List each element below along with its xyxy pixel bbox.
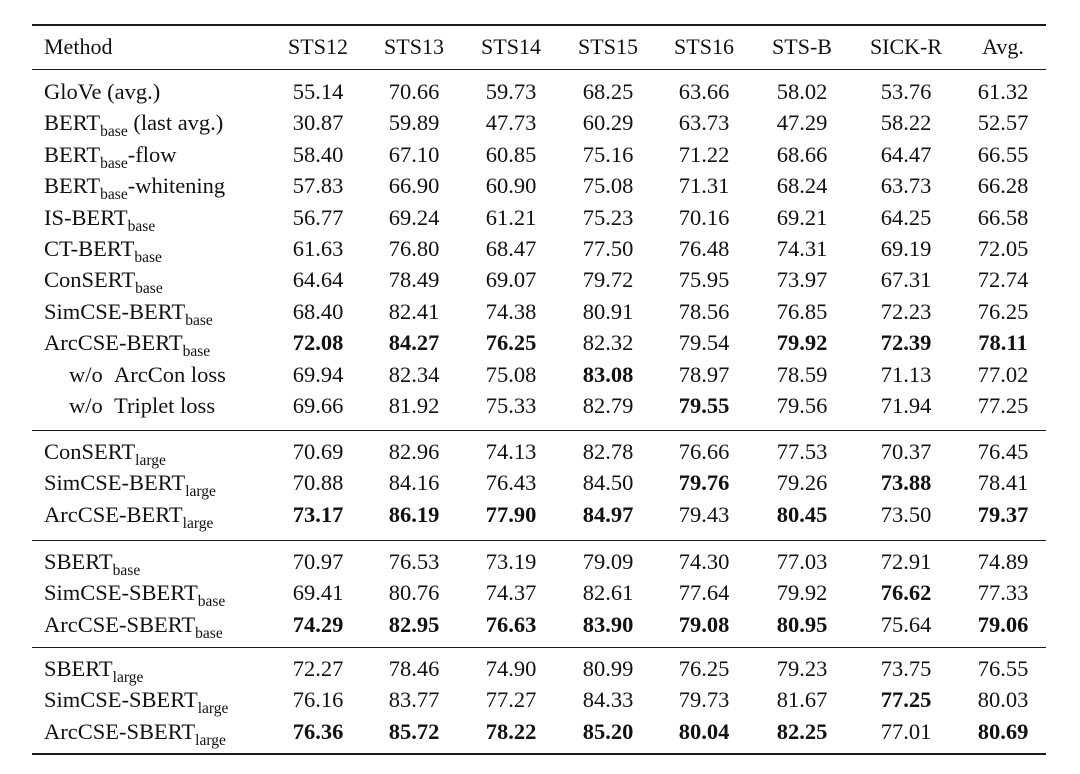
score-cell: 63.73 bbox=[678, 110, 730, 136]
method-name-suffix: -whitening bbox=[127, 173, 226, 199]
table-row bbox=[0, 610, 1080, 640]
score-cell: 66.90 bbox=[388, 173, 440, 199]
score-cell: 55.14 bbox=[292, 79, 344, 104]
score-cell: 76.55 bbox=[977, 656, 1029, 681]
score-cell: 70.37 bbox=[880, 439, 932, 464]
method-name bbox=[44, 547, 140, 577]
score-cell: 82.96 bbox=[388, 439, 440, 464]
score-cell: 76.36 bbox=[292, 718, 344, 744]
score-cell: 75.33 bbox=[485, 393, 537, 418]
header-sick-r: SICK-R bbox=[869, 34, 943, 59]
score-cell: 58.22 bbox=[880, 110, 932, 136]
score-cell: 58.40 bbox=[292, 141, 344, 167]
method-name bbox=[44, 610, 223, 640]
score-cell: 57.83 bbox=[292, 173, 344, 199]
table-row bbox=[0, 140, 1080, 170]
score-cell: 80.04 bbox=[678, 718, 730, 744]
method-name-text: ConSERT bbox=[44, 439, 136, 464]
score-cell: 63.73 bbox=[880, 173, 932, 199]
score-cell: 77.50 bbox=[582, 236, 634, 261]
table-rule bbox=[32, 753, 1046, 755]
table-rule bbox=[32, 24, 1046, 26]
score-cell: 84.16 bbox=[388, 470, 440, 496]
method-name bbox=[44, 360, 226, 390]
score-cell: 79.26 bbox=[776, 470, 828, 496]
score-cell: 76.25 bbox=[678, 656, 730, 681]
method-name-subscript: large bbox=[182, 514, 214, 532]
score-cell: 79.56 bbox=[776, 393, 828, 418]
score-cell: 79.92 bbox=[776, 330, 828, 356]
score-cell: 78.56 bbox=[678, 298, 730, 324]
score-cell: 75.95 bbox=[678, 267, 730, 293]
score-cell: 74.89 bbox=[977, 549, 1029, 574]
score-cell: 73.50 bbox=[880, 501, 932, 527]
score-cell: 72.39 bbox=[880, 330, 932, 356]
method-name bbox=[44, 265, 163, 298]
score-cell: 68.40 bbox=[292, 298, 344, 324]
score-cell: 82.41 bbox=[388, 298, 440, 324]
table-row bbox=[0, 234, 1080, 264]
score-cell: 80.45 bbox=[776, 501, 828, 527]
header-avg: Avg. bbox=[982, 34, 1024, 59]
method-name-text: w/o Triplet loss bbox=[69, 393, 216, 418]
method-name-text: SimCSE-BERT bbox=[44, 298, 186, 324]
score-cell: 73.97 bbox=[776, 267, 828, 293]
score-cell: 58.02 bbox=[776, 79, 828, 104]
score-cell: 69.19 bbox=[880, 236, 932, 261]
method-name bbox=[44, 654, 143, 684]
score-cell: 77.53 bbox=[776, 439, 828, 464]
score-cell: 71.31 bbox=[678, 173, 730, 199]
score-cell: 75.23 bbox=[582, 204, 634, 230]
header-sts-b: STS-B bbox=[772, 34, 832, 59]
header-sts13: STS13 bbox=[384, 34, 444, 59]
score-cell: 72.91 bbox=[880, 549, 932, 574]
score-cell: 76.62 bbox=[880, 580, 932, 606]
score-cell: 77.25 bbox=[977, 393, 1029, 418]
score-cell: 79.72 bbox=[582, 267, 634, 293]
score-cell: 69.21 bbox=[776, 204, 828, 230]
score-cell: 82.32 bbox=[582, 330, 634, 356]
method-name-suffix: -flow bbox=[127, 141, 177, 167]
score-cell: 60.85 bbox=[485, 141, 537, 167]
score-cell: 83.90 bbox=[582, 611, 634, 637]
method-name-subscript: base bbox=[135, 280, 163, 298]
method-name-text: CT-BERT bbox=[44, 236, 135, 261]
score-cell: 85.72 bbox=[388, 718, 440, 744]
score-cell: 73.75 bbox=[880, 656, 932, 681]
method-name-text: SimCSE-BERT bbox=[44, 470, 186, 496]
table-rule bbox=[32, 430, 1046, 431]
score-cell: 78.59 bbox=[776, 361, 828, 387]
score-cell: 69.94 bbox=[292, 361, 344, 387]
table-row bbox=[0, 717, 1080, 747]
score-cell: 76.53 bbox=[388, 549, 440, 574]
method-name-subscript: large bbox=[195, 731, 226, 749]
table-row bbox=[0, 500, 1080, 530]
method-name-text: BERT bbox=[44, 141, 101, 167]
score-cell: 76.43 bbox=[485, 470, 537, 496]
method-name-subscript: base bbox=[134, 249, 162, 266]
score-cell: 76.48 bbox=[678, 236, 730, 261]
score-cell: 74.38 bbox=[485, 298, 537, 324]
score-cell: 59.73 bbox=[485, 79, 537, 104]
score-cell: 79.06 bbox=[977, 611, 1029, 637]
method-name bbox=[44, 500, 213, 530]
score-cell: 47.29 bbox=[776, 110, 828, 136]
score-cell: 80.95 bbox=[776, 611, 828, 637]
score-cell: 79.55 bbox=[678, 393, 730, 418]
method-name bbox=[44, 717, 226, 747]
score-cell: 76.25 bbox=[977, 298, 1029, 324]
score-cell: 80.69 bbox=[977, 718, 1029, 744]
table-row bbox=[0, 654, 1080, 684]
method-name bbox=[44, 578, 226, 611]
method-name-suffix: (last avg.) bbox=[127, 110, 224, 136]
score-cell: 73.88 bbox=[880, 470, 932, 496]
method-name-text: SimCSE-SBERT bbox=[44, 580, 198, 606]
score-cell: 79.08 bbox=[678, 611, 730, 637]
score-cell: 80.76 bbox=[388, 580, 440, 606]
score-cell: 82.34 bbox=[388, 361, 440, 387]
table-row bbox=[0, 203, 1080, 233]
score-cell: 82.78 bbox=[582, 439, 634, 464]
score-cell: 68.25 bbox=[582, 79, 634, 104]
score-cell: 77.02 bbox=[977, 361, 1029, 387]
score-cell: 84.50 bbox=[582, 470, 634, 496]
table-row bbox=[0, 328, 1080, 361]
score-cell: 76.16 bbox=[292, 687, 344, 713]
score-cell: 73.17 bbox=[292, 501, 344, 527]
score-cell: 64.47 bbox=[880, 141, 932, 167]
score-cell: 74.29 bbox=[292, 611, 344, 637]
score-cell: 82.25 bbox=[776, 718, 828, 744]
method-name bbox=[44, 234, 162, 264]
score-cell: 86.19 bbox=[388, 501, 440, 527]
method-name-subscript: base bbox=[197, 593, 226, 611]
score-cell: 68.24 bbox=[776, 173, 828, 199]
score-cell: 61.21 bbox=[485, 204, 537, 230]
score-cell: 60.90 bbox=[485, 173, 537, 199]
method-name-subscript: base bbox=[112, 562, 141, 579]
table-row bbox=[0, 468, 1080, 501]
method-name bbox=[44, 203, 155, 233]
method-name-text: SBERT bbox=[44, 656, 113, 681]
method-name-subscript: large bbox=[197, 700, 229, 718]
method-name-text: BERT bbox=[44, 110, 101, 136]
score-cell: 84.97 bbox=[582, 501, 634, 527]
table-row bbox=[0, 360, 1080, 390]
score-cell: 59.89 bbox=[388, 110, 440, 136]
score-cell: 79.54 bbox=[678, 330, 730, 356]
method-name-text: ArcCSE-SBERT bbox=[44, 718, 196, 744]
score-cell: 82.61 bbox=[582, 580, 634, 606]
score-cell: 76.80 bbox=[388, 236, 440, 261]
score-cell: 75.08 bbox=[485, 361, 537, 387]
table-row bbox=[0, 547, 1080, 577]
method-name-text: GloVe (avg.) bbox=[44, 79, 161, 104]
score-cell: 71.13 bbox=[880, 361, 932, 387]
score-cell: 69.66 bbox=[292, 393, 344, 418]
header-sts16: STS16 bbox=[674, 34, 734, 59]
score-cell: 84.33 bbox=[582, 687, 634, 713]
method-name-text: SBERT bbox=[44, 549, 113, 574]
score-cell: 79.92 bbox=[776, 580, 828, 606]
score-cell: 72.74 bbox=[977, 267, 1029, 293]
method-name bbox=[44, 140, 176, 170]
score-cell: 78.46 bbox=[388, 656, 440, 681]
score-cell: 82.79 bbox=[582, 393, 634, 418]
score-cell: 72.05 bbox=[977, 236, 1029, 261]
header-method: Method bbox=[44, 34, 113, 59]
score-cell: 72.08 bbox=[292, 330, 344, 356]
score-cell: 67.10 bbox=[388, 141, 440, 167]
score-cell: 72.27 bbox=[292, 656, 344, 681]
score-cell: 79.43 bbox=[678, 501, 730, 527]
score-cell: 70.88 bbox=[292, 470, 344, 496]
score-cell: 30.87 bbox=[292, 110, 344, 136]
score-cell: 70.16 bbox=[678, 204, 730, 230]
score-cell: 75.64 bbox=[880, 611, 932, 637]
score-cell: 69.41 bbox=[292, 580, 344, 606]
table-rule bbox=[32, 69, 1046, 70]
method-name-subscript: base bbox=[185, 311, 213, 329]
table-rule bbox=[32, 647, 1046, 648]
method-name-subscript: base bbox=[195, 624, 223, 642]
score-cell: 70.66 bbox=[388, 79, 440, 104]
table-row bbox=[0, 578, 1080, 611]
score-cell: 77.25 bbox=[880, 687, 932, 713]
method-name bbox=[44, 468, 216, 501]
score-cell: 69.24 bbox=[388, 204, 440, 230]
score-cell: 81.67 bbox=[776, 687, 828, 713]
score-cell: 53.76 bbox=[880, 79, 932, 104]
score-cell: 78.49 bbox=[388, 267, 440, 293]
method-name-text: IS-BERT bbox=[44, 204, 128, 230]
table-rule bbox=[32, 540, 1046, 541]
score-cell: 73.19 bbox=[485, 549, 537, 574]
score-cell: 74.13 bbox=[485, 439, 537, 464]
score-cell: 64.25 bbox=[880, 204, 932, 230]
score-cell: 82.95 bbox=[388, 611, 440, 637]
score-cell: 79.37 bbox=[977, 501, 1029, 527]
method-name-text: ArcCSE-SBERT bbox=[44, 611, 196, 637]
method-name bbox=[44, 77, 160, 107]
score-cell: 74.30 bbox=[678, 549, 730, 574]
header-sts14: STS14 bbox=[481, 34, 541, 59]
score-cell: 79.76 bbox=[678, 470, 730, 496]
score-cell: 78.22 bbox=[485, 718, 537, 744]
score-cell: 70.97 bbox=[292, 549, 344, 574]
score-cell: 75.16 bbox=[582, 141, 634, 167]
method-name bbox=[44, 297, 213, 327]
method-name-subscript: large bbox=[112, 669, 144, 686]
score-cell: 84.27 bbox=[388, 330, 440, 356]
score-cell: 64.64 bbox=[292, 267, 344, 293]
method-name-subscript: base bbox=[127, 217, 156, 235]
score-cell: 66.58 bbox=[977, 204, 1029, 230]
score-cell: 83.08 bbox=[582, 361, 634, 387]
score-cell: 68.47 bbox=[485, 236, 537, 261]
score-cell: 83.77 bbox=[388, 687, 440, 713]
method-name bbox=[44, 685, 229, 718]
score-cell: 79.09 bbox=[582, 549, 634, 574]
score-cell: 74.37 bbox=[485, 580, 537, 606]
score-cell: 71.22 bbox=[678, 141, 730, 167]
table-row bbox=[0, 265, 1080, 298]
method-name-text: ArcCSE-BERT bbox=[44, 330, 183, 356]
score-cell: 66.28 bbox=[977, 173, 1029, 199]
score-cell: 60.29 bbox=[582, 110, 634, 136]
method-name-text: BERT bbox=[44, 173, 101, 199]
method-name-text: SimCSE-SBERT bbox=[44, 687, 198, 713]
score-cell: 56.77 bbox=[292, 204, 344, 230]
score-cell: 76.85 bbox=[776, 298, 828, 324]
score-cell: 77.33 bbox=[977, 580, 1029, 606]
score-cell: 70.69 bbox=[292, 439, 344, 464]
score-cell: 69.07 bbox=[485, 267, 537, 293]
table-row bbox=[0, 437, 1080, 467]
score-cell: 47.73 bbox=[485, 110, 537, 136]
score-cell: 71.94 bbox=[880, 393, 932, 418]
table-row bbox=[0, 685, 1080, 718]
table-row bbox=[0, 171, 1080, 204]
method-name-subscript: large bbox=[135, 452, 166, 469]
score-cell: 68.66 bbox=[776, 141, 828, 167]
score-cell: 74.31 bbox=[776, 236, 828, 261]
score-cell: 77.27 bbox=[485, 687, 537, 713]
score-cell: 76.63 bbox=[485, 611, 537, 637]
method-name-subscript: base bbox=[182, 343, 211, 361]
method-name-text: ArcCSE-BERT bbox=[44, 501, 183, 527]
method-name bbox=[44, 328, 211, 361]
score-cell: 61.32 bbox=[977, 79, 1029, 104]
method-name-text: w/o ArcCon loss bbox=[69, 361, 226, 387]
score-cell: 77.01 bbox=[880, 718, 932, 744]
method-name-subscript: large bbox=[185, 483, 216, 501]
score-cell: 72.23 bbox=[880, 298, 932, 324]
score-cell: 63.66 bbox=[678, 79, 730, 104]
score-cell: 78.41 bbox=[977, 470, 1029, 496]
score-cell: 67.31 bbox=[880, 267, 932, 293]
score-cell: 52.57 bbox=[977, 110, 1029, 136]
score-cell: 79.73 bbox=[678, 687, 730, 713]
score-cell: 61.63 bbox=[292, 236, 344, 261]
score-cell: 66.55 bbox=[977, 141, 1029, 167]
method-name bbox=[44, 171, 226, 204]
score-cell: 77.64 bbox=[678, 580, 730, 606]
score-cell: 76.66 bbox=[678, 439, 730, 464]
header-row bbox=[0, 32, 1080, 62]
score-cell: 79.23 bbox=[776, 656, 828, 681]
score-cell: 77.90 bbox=[485, 501, 537, 527]
score-cell: 80.03 bbox=[977, 687, 1029, 713]
table-row bbox=[0, 391, 1080, 421]
score-cell: 75.08 bbox=[582, 173, 634, 199]
method-name-subscript: base bbox=[100, 186, 128, 204]
method-name bbox=[44, 108, 224, 141]
method-name-subscript: base bbox=[100, 123, 128, 141]
score-cell: 74.90 bbox=[485, 656, 537, 681]
method-name-subscript: base bbox=[100, 154, 128, 172]
score-cell: 78.97 bbox=[678, 361, 730, 387]
score-cell: 76.25 bbox=[485, 330, 537, 356]
score-cell: 85.20 bbox=[582, 718, 634, 744]
method-name bbox=[44, 437, 166, 467]
header-sts12: STS12 bbox=[288, 34, 348, 59]
table-row bbox=[0, 108, 1080, 141]
score-cell: 80.99 bbox=[582, 656, 634, 681]
score-cell: 77.03 bbox=[776, 549, 828, 574]
method-name bbox=[44, 391, 215, 421]
method-name-text: ConSERT bbox=[44, 267, 136, 293]
table-row bbox=[0, 297, 1080, 327]
score-cell: 81.92 bbox=[388, 393, 440, 418]
score-cell: 80.91 bbox=[582, 298, 634, 324]
header-sts15: STS15 bbox=[578, 34, 638, 59]
score-cell: 78.11 bbox=[978, 330, 1028, 356]
table-row bbox=[0, 77, 1080, 107]
score-cell: 76.45 bbox=[977, 439, 1029, 464]
